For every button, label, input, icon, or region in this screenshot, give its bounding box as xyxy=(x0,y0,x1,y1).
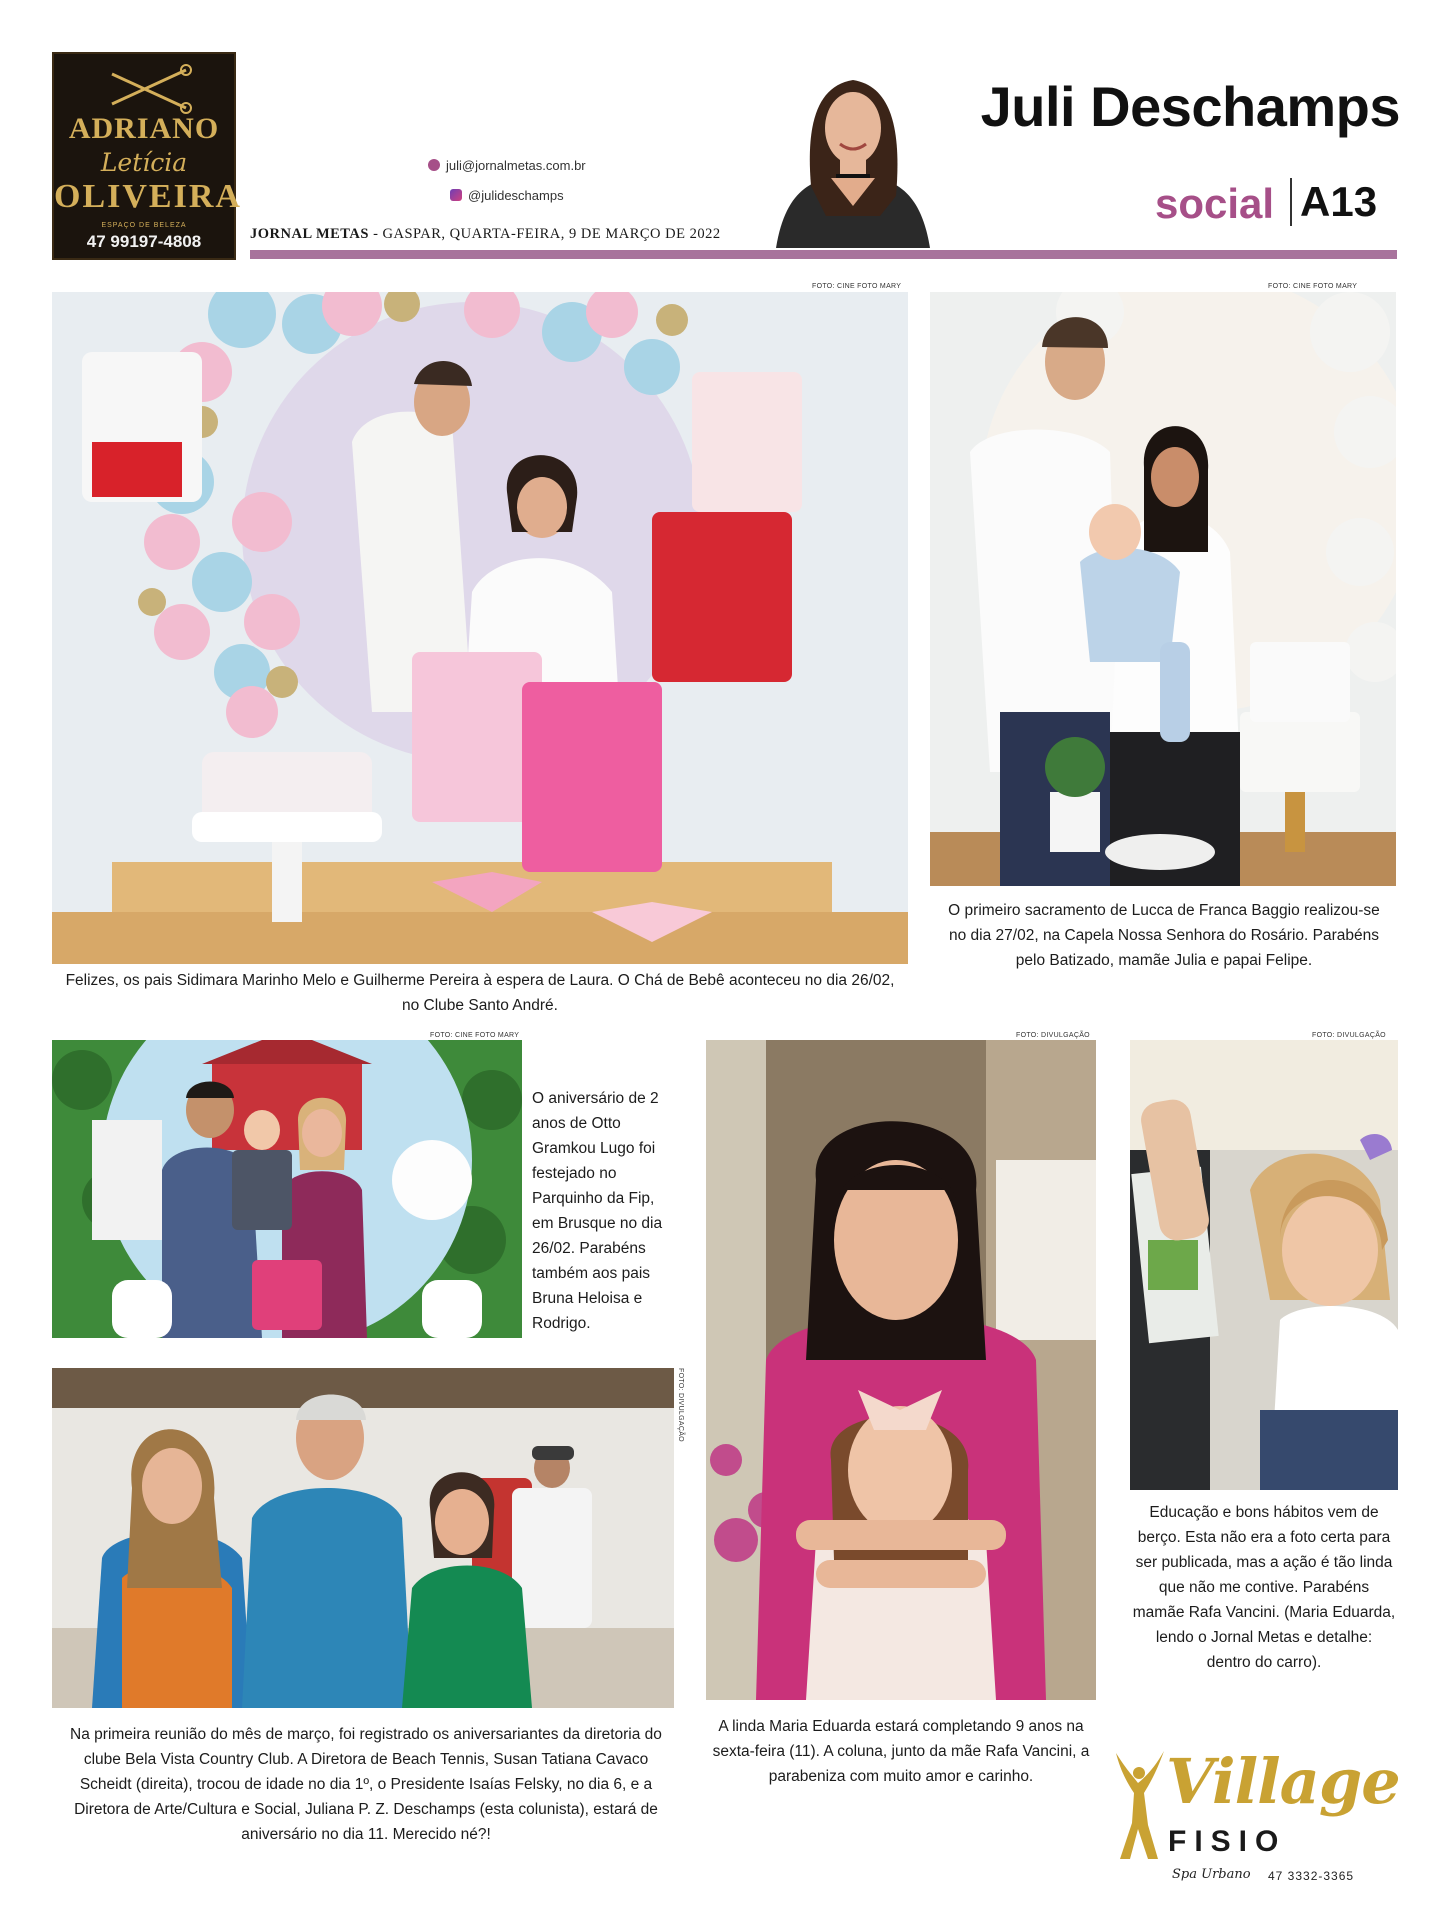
instagram-icon xyxy=(450,189,462,201)
photo-baptism xyxy=(930,292,1396,886)
salon-phone: 47 99197-4808 xyxy=(86,232,202,251)
section-divider xyxy=(1290,178,1292,226)
scissors-icon xyxy=(104,64,194,114)
village-fisio: FISIO xyxy=(1168,1825,1287,1858)
salon-name-adriano: ADRIANO xyxy=(68,112,220,145)
salon-ad xyxy=(52,52,242,260)
salon-tagline: ESPAÇO DE BELEZA xyxy=(101,222,187,229)
village-fisio-ad xyxy=(1108,1745,1408,1895)
photo-reading-car xyxy=(1130,1040,1398,1490)
salon-name-leticia: Letícia xyxy=(100,148,188,177)
column-title: Juli Deschamps xyxy=(980,75,1400,138)
photo-credit-6: FOTO: DIVULGAÇÃO xyxy=(1312,1032,1386,1039)
photo-maria-eduarda xyxy=(706,1040,1096,1700)
caption-maria-eduarda: A linda Maria Eduarda estará completando 9 anos na sexta-feira (11). A coluna, junto da mãe Rafa Vancini, a parabeniza com muito amor e carinho. xyxy=(712,1718,1090,1785)
contact-instagram[interactable] xyxy=(450,188,564,203)
dateline xyxy=(250,226,721,243)
photo-baby-shower xyxy=(52,292,908,964)
village-spa: Spa Urbano xyxy=(1172,1867,1251,1882)
caption-club-meeting: Na primeira reunião do mês de março, foi registrado os aniversariantes da diretoria do clube Bela Vista Country Club. A Diretora de Beach Tennis, Susan Tatiana Cavaco Scheidt (direita), trocou de idade no dia 1º, o Presidente Isaías Felsky, no dia 6, e a Diretora de Arte/Cultura e Social, Juliana P. Z. Deschamps (esta colunista), estará de aniversário no dia 11. Merecido né?! xyxy=(70,1726,662,1843)
date-text: - GASPAR, QUARTA-FEIRA, 9 DE MARÇO DE 2022 xyxy=(368,226,721,242)
photo-credit-4: FOTO: DIVULGAÇÃO xyxy=(677,1368,684,1442)
salon-name-oliveira: OLIVEIRA xyxy=(54,178,242,215)
caption-baptism: O primeiro sacramento de Lucca de Franca Baggio realizou-se no dia 27/02, na Capela Nossa Senhora do Rosário. Parabéns pelo Batizado, mamãe Julia e papai Felipe. xyxy=(948,902,1380,969)
instagram-text: @julideschamps xyxy=(468,188,564,203)
email-icon xyxy=(428,159,440,171)
section-name: social xyxy=(1155,180,1275,227)
photo-credit-3: FOTO: CINE FOTO MARY xyxy=(430,1032,520,1039)
caption-baby-shower: Felizes, os pais Sidimara Marinho Melo e Guilherme Pereira à espera de Laura. O Chá de Bebê aconteceu no dia 26/02, no Clube Santo André. xyxy=(65,972,895,1014)
header-rule xyxy=(250,250,1397,259)
dancer-logo-icon xyxy=(1108,1745,1168,1865)
paper-name: JORNAL METAS xyxy=(250,226,369,242)
photo-credit-2: FOTO: CINE FOTO MARY xyxy=(1268,283,1358,290)
photo-birthday-otto xyxy=(52,1040,522,1338)
caption-reading-car: Educação e bons hábitos vem de berço. Esta não era a foto certa para ser publicada, mas a ação é tão linda que não me contive. Parabéns mamãe Rafa Vancini. (Maria Eduarda, lendo o Jornal Metas e detalhe: dentro do carro). xyxy=(1132,1504,1396,1671)
photo-club-meeting xyxy=(52,1368,674,1708)
photo-credit-1: FOTO: CINE FOTO MARY xyxy=(812,283,902,290)
photo-credit-5: FOTO: DIVULGAÇÃO xyxy=(1016,1032,1090,1039)
caption-birthday-otto: O aniversário de 2 anos de Otto Gramkou Lugo foi festejado no Parquinho da Fip, em Brusque no dia 26/02. Parabéns também aos pais Bruna Heloisa e Rodrigo. xyxy=(532,1090,663,1332)
village-brand: Village xyxy=(1166,1745,1400,1818)
contact-email[interactable] xyxy=(428,158,586,173)
page-number: A13 xyxy=(1300,178,1378,225)
village-phone: 47 3332-3365 xyxy=(1268,1869,1355,1883)
email-text: juli@jornalmetas.com.br xyxy=(446,158,586,173)
